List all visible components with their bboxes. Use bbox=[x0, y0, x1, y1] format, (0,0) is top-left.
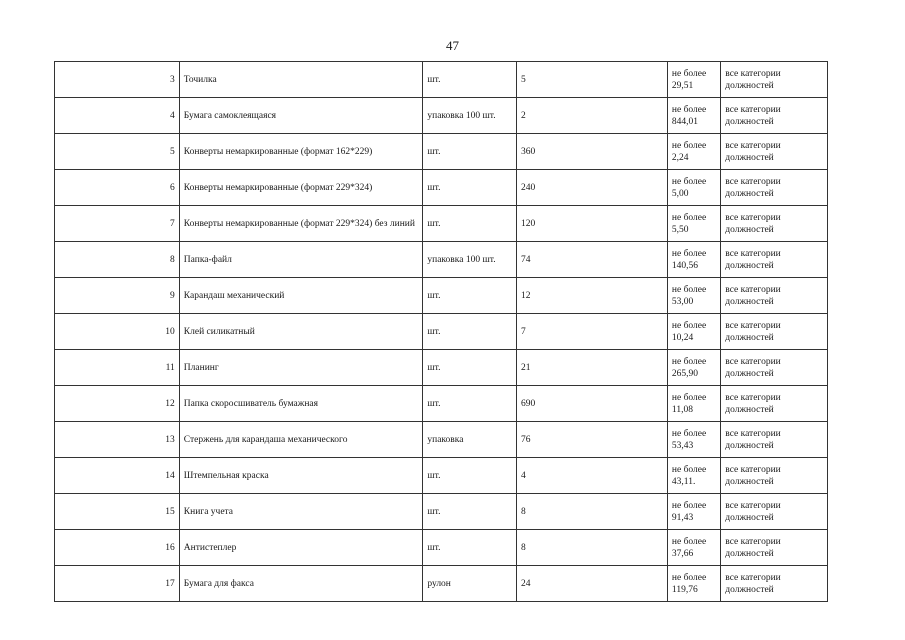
row-number: 4 bbox=[55, 98, 180, 134]
item-price bbox=[667, 170, 720, 206]
item-category bbox=[721, 98, 828, 134]
item-category bbox=[721, 62, 828, 98]
item-category bbox=[721, 350, 828, 386]
price-prefix: не более bbox=[671, 500, 707, 511]
table-row bbox=[55, 170, 828, 206]
item-quantity: 8 bbox=[516, 494, 667, 530]
item-category bbox=[721, 170, 828, 206]
price-value: 265,90 bbox=[671, 368, 699, 379]
table-row bbox=[55, 386, 828, 422]
category-line-1: все категории bbox=[725, 68, 781, 79]
price-prefix: не более bbox=[671, 284, 707, 295]
item-category bbox=[721, 458, 828, 494]
price-value: 29,51 bbox=[671, 80, 694, 91]
item-price bbox=[667, 98, 720, 134]
price-value: 140,56 bbox=[671, 260, 699, 271]
item-category bbox=[721, 530, 828, 566]
category-line-2: должностей bbox=[725, 296, 774, 307]
item-price bbox=[667, 62, 720, 98]
table-row bbox=[55, 242, 828, 278]
item-name: Папка-файл bbox=[179, 242, 423, 278]
item-unit: упаковка 100 шт. bbox=[423, 242, 517, 278]
row-number: 17 bbox=[55, 566, 180, 602]
price-prefix: не более bbox=[671, 320, 707, 331]
item-unit: шт. bbox=[423, 386, 517, 422]
category-line-2: должностей bbox=[725, 260, 774, 271]
item-unit: шт. bbox=[423, 278, 517, 314]
price-prefix: не более bbox=[671, 428, 707, 439]
category-line-1: все категории bbox=[725, 176, 781, 187]
item-unit: шт. bbox=[423, 314, 517, 350]
item-quantity: 21 bbox=[516, 350, 667, 386]
price-prefix: не более bbox=[671, 68, 707, 79]
item-price bbox=[667, 314, 720, 350]
item-name: Конверты немаркированные (формат 162*229) bbox=[179, 134, 423, 170]
item-name: Клей силикатный bbox=[179, 314, 423, 350]
item-name: Книга учета bbox=[179, 494, 423, 530]
price-value: 119,76 bbox=[671, 584, 698, 595]
price-value: 844,01 bbox=[671, 116, 699, 127]
item-name: Конверты немаркированные (формат 229*324) bbox=[179, 170, 423, 206]
row-number: 16 bbox=[55, 530, 180, 566]
item-price bbox=[667, 530, 720, 566]
category-line-2: должностей bbox=[725, 116, 774, 127]
item-unit: шт. bbox=[423, 170, 517, 206]
price-prefix: не более bbox=[671, 392, 707, 403]
row-number: 14 bbox=[55, 458, 180, 494]
item-category bbox=[721, 566, 828, 602]
item-quantity: 2 bbox=[516, 98, 667, 134]
item-quantity: 120 bbox=[516, 206, 667, 242]
table-row bbox=[55, 62, 828, 98]
item-price bbox=[667, 566, 720, 602]
category-line-1: все категории bbox=[725, 212, 781, 223]
table-row bbox=[55, 350, 828, 386]
item-name: Конверты немаркированные (формат 229*324) без линий bbox=[179, 206, 423, 242]
item-name: Бумага самоклеящаяся bbox=[179, 98, 423, 134]
item-name: Карандаш механический bbox=[179, 278, 423, 314]
item-name: Бумага для факса bbox=[179, 566, 423, 602]
item-unit: шт. bbox=[423, 494, 517, 530]
item-quantity: 76 bbox=[516, 422, 667, 458]
item-name: Антистеплер bbox=[179, 530, 423, 566]
item-name: Планинг bbox=[179, 350, 423, 386]
item-price bbox=[667, 422, 720, 458]
category-line-2: должностей bbox=[725, 476, 774, 487]
item-unit: шт. bbox=[423, 350, 517, 386]
table-row bbox=[55, 494, 828, 530]
item-quantity: 7 bbox=[516, 314, 667, 350]
item-quantity: 8 bbox=[516, 530, 667, 566]
item-price bbox=[667, 278, 720, 314]
table-row bbox=[55, 314, 828, 350]
item-unit: шт. bbox=[423, 134, 517, 170]
row-number: 8 bbox=[55, 242, 180, 278]
price-value: 37,66 bbox=[671, 548, 694, 559]
item-quantity: 74 bbox=[516, 242, 667, 278]
price-value: 5,50 bbox=[671, 224, 689, 235]
price-prefix: не более bbox=[671, 212, 707, 223]
price-value: 10,24 bbox=[671, 332, 694, 343]
price-value: 53,00 bbox=[671, 296, 694, 307]
category-line-2: должностей bbox=[725, 584, 774, 595]
page-number: 47 bbox=[446, 38, 459, 53]
item-unit: шт. bbox=[423, 206, 517, 242]
item-unit: шт. bbox=[423, 530, 517, 566]
category-line-1: все категории bbox=[725, 536, 781, 547]
item-price bbox=[667, 350, 720, 386]
item-unit: упаковка bbox=[423, 422, 517, 458]
item-name: Стержень для карандаша механического bbox=[179, 422, 423, 458]
price-prefix: не более bbox=[671, 248, 707, 259]
table-row bbox=[55, 458, 828, 494]
item-unit: упаковка 100 шт. bbox=[423, 98, 517, 134]
price-prefix: не более bbox=[671, 464, 707, 475]
row-number: 13 bbox=[55, 422, 180, 458]
table-row bbox=[55, 566, 828, 602]
item-name: Точилка bbox=[179, 62, 423, 98]
supplies-table-body bbox=[55, 62, 828, 602]
item-quantity: 690 bbox=[516, 386, 667, 422]
item-price bbox=[667, 134, 720, 170]
item-quantity: 12 bbox=[516, 278, 667, 314]
item-category bbox=[721, 278, 828, 314]
item-category bbox=[721, 242, 828, 278]
item-unit: шт. bbox=[423, 458, 517, 494]
price-prefix: не более bbox=[671, 536, 707, 547]
category-line-2: должностей bbox=[725, 332, 774, 343]
category-line-1: все категории bbox=[725, 104, 781, 115]
category-line-1: все категории bbox=[725, 464, 781, 475]
category-line-2: должностей bbox=[725, 188, 774, 199]
category-line-2: должностей bbox=[725, 440, 774, 451]
table-row bbox=[55, 278, 828, 314]
item-price bbox=[667, 242, 720, 278]
row-number: 12 bbox=[55, 386, 180, 422]
category-line-2: должностей bbox=[725, 548, 774, 559]
item-price bbox=[667, 386, 720, 422]
category-line-1: все категории bbox=[725, 392, 781, 403]
item-category bbox=[721, 422, 828, 458]
item-category bbox=[721, 206, 828, 242]
category-line-1: все категории bbox=[725, 248, 781, 259]
row-number: 11 bbox=[55, 350, 180, 386]
item-category bbox=[721, 314, 828, 350]
item-unit: рулон bbox=[423, 566, 517, 602]
item-quantity: 24 bbox=[516, 566, 667, 602]
category-line-1: все категории bbox=[725, 140, 781, 151]
item-quantity: 360 bbox=[516, 134, 667, 170]
category-line-1: все категории bbox=[725, 572, 781, 583]
category-line-1: все категории bbox=[725, 356, 781, 367]
item-name: Штемпельная краска bbox=[179, 458, 423, 494]
row-number: 7 bbox=[55, 206, 180, 242]
table-row bbox=[55, 530, 828, 566]
item-category bbox=[721, 494, 828, 530]
category-line-2: должностей bbox=[725, 224, 774, 235]
row-number: 6 bbox=[55, 170, 180, 206]
supplies-table bbox=[54, 61, 828, 602]
row-number: 5 bbox=[55, 134, 180, 170]
price-value: 2,24 bbox=[671, 152, 689, 163]
category-line-2: должностей bbox=[725, 404, 774, 415]
item-price bbox=[667, 206, 720, 242]
price-value: 11,08 bbox=[671, 404, 693, 415]
row-number: 15 bbox=[55, 494, 180, 530]
item-category bbox=[721, 134, 828, 170]
table-row bbox=[55, 422, 828, 458]
price-value: 43,11. bbox=[671, 476, 696, 487]
category-line-2: должностей bbox=[725, 152, 774, 163]
table-row bbox=[55, 134, 828, 170]
price-value: 5,00 bbox=[671, 188, 689, 199]
item-name: Папка скоросшиватель бумажная bbox=[179, 386, 423, 422]
category-line-2: должностей bbox=[725, 512, 774, 523]
category-line-1: все категории bbox=[725, 500, 781, 511]
table-row bbox=[55, 98, 828, 134]
item-price bbox=[667, 494, 720, 530]
price-prefix: не более bbox=[671, 140, 707, 151]
price-value: 53,43 bbox=[671, 440, 694, 451]
category-line-1: все категории bbox=[725, 428, 781, 439]
item-price bbox=[667, 458, 720, 494]
category-line-2: должностей bbox=[725, 368, 774, 379]
item-quantity: 5 bbox=[516, 62, 667, 98]
price-value: 91,43 bbox=[671, 512, 694, 523]
category-line-2: должностей bbox=[725, 80, 774, 91]
row-number: 10 bbox=[55, 314, 180, 350]
item-unit: шт. bbox=[423, 62, 517, 98]
price-prefix: не более bbox=[671, 104, 707, 115]
table-row bbox=[55, 206, 828, 242]
price-prefix: не более bbox=[671, 176, 707, 187]
item-quantity: 4 bbox=[516, 458, 667, 494]
item-category bbox=[721, 386, 828, 422]
category-line-1: все категории bbox=[725, 284, 781, 295]
price-prefix: не более bbox=[671, 356, 707, 367]
category-line-1: все категории bbox=[725, 320, 781, 331]
item-quantity: 240 bbox=[516, 170, 667, 206]
row-number: 3 bbox=[55, 62, 180, 98]
row-number: 9 bbox=[55, 278, 180, 314]
price-prefix: не более bbox=[671, 572, 707, 583]
